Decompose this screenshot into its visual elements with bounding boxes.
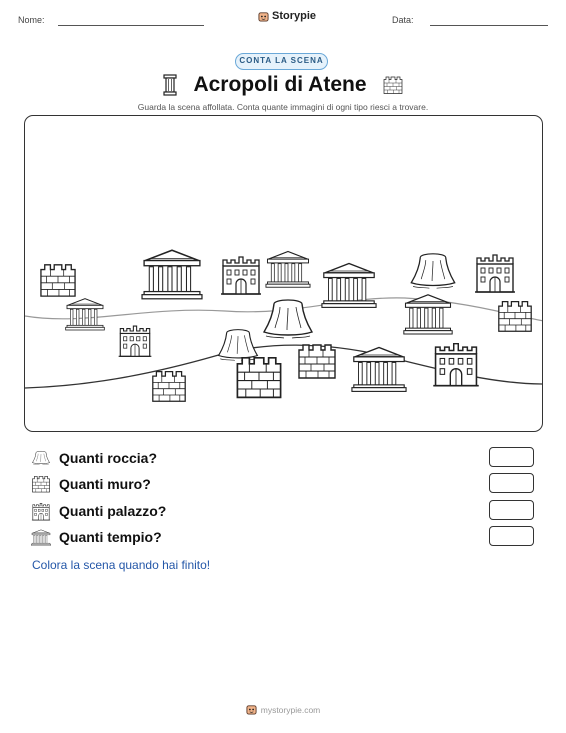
instructions: Guarda la scena affollata. Conta quante immagini di ogni tipo riesci a trovare. <box>137 102 429 112</box>
scene-temple <box>142 250 202 299</box>
mascot-icon <box>246 704 257 715</box>
answer-box-palazzo[interactable] <box>489 500 534 520</box>
question-label: Quanti roccia? <box>59 450 158 466</box>
footer-url[interactable]: mystorypie.com <box>260 704 321 715</box>
palace-icon <box>31 501 51 521</box>
question-row-palazzo <box>31 500 166 522</box>
page-title: Acropoli di Atene <box>193 73 367 96</box>
question-row-muro <box>31 473 151 495</box>
coloring-note: Colora la scena quando hai finito! <box>32 558 211 572</box>
footer <box>0 704 566 715</box>
scene-wall <box>499 302 531 332</box>
scene-wall <box>41 265 75 296</box>
brand-name: Storypie <box>272 10 317 22</box>
scene-rock <box>264 300 312 338</box>
scene-palace <box>433 344 478 386</box>
wall-icon <box>383 75 403 95</box>
question-label: Quanti palazzo? <box>59 503 167 519</box>
scene-wall <box>237 358 280 398</box>
scene-palace <box>221 257 261 294</box>
rock-icon <box>31 450 51 466</box>
scene-palace <box>119 326 152 356</box>
scene-temple <box>322 264 376 308</box>
scene-palace <box>475 255 515 292</box>
activity-badge: CONTA LA SCENA <box>235 53 328 70</box>
date-line[interactable] <box>430 25 548 26</box>
title-row <box>0 73 566 97</box>
answer-box-roccia[interactable] <box>489 447 534 467</box>
answer-box-tempio[interactable] <box>489 526 534 546</box>
wall-icon <box>31 475 51 493</box>
scene-panel <box>24 115 543 432</box>
scene-rock <box>219 330 258 361</box>
question-row-roccia <box>31 447 157 469</box>
question-label: Quanti muro? <box>59 476 151 492</box>
temple-icon <box>31 529 51 546</box>
date-label: Data: <box>392 15 414 25</box>
scene-temple <box>352 348 406 392</box>
brand-logo <box>258 10 316 22</box>
question-row-tempio <box>31 526 162 548</box>
column-icon <box>163 74 177 96</box>
scene-palace <box>153 372 185 402</box>
scene-temple <box>404 295 452 334</box>
mascot-icon <box>258 11 269 22</box>
scene-wall <box>299 345 335 378</box>
scene-temple <box>66 299 105 330</box>
scene-illustration <box>25 116 543 432</box>
answer-box-muro[interactable] <box>489 473 534 493</box>
scene-rock <box>411 254 454 288</box>
question-label: Quanti tempio? <box>59 529 162 545</box>
name-label: Nome: <box>18 15 45 25</box>
name-line[interactable] <box>58 25 204 26</box>
scene-temple <box>266 252 310 288</box>
